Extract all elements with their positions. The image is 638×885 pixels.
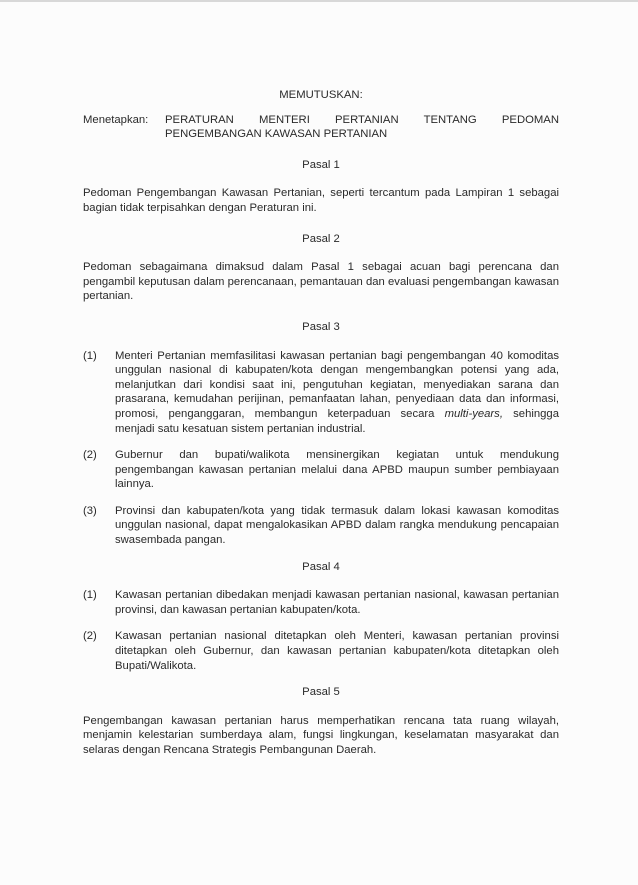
scan-top-edge — [0, 0, 638, 2]
item-text-part: Menteri Pertanian memfasilitasi kawasan pertanian bagi pengembangan 40 komoditas unggulan nasional di kabupaten/kota dengan mengembangkan potensi yang ada, melanjutkan dari kondisi saat ini, pengutuhan kegiatan, menyediakan sarana dan prasarana, kemudahan perijinan, pemanfaatan lahan, penyediaan data dan informasi, promosi, penganggaran, membangun keterpaduan secara — [115, 349, 559, 420]
item-text-italic: multi-years, — [444, 407, 503, 420]
decision-heading: MEMUTUSKAN: — [279, 89, 363, 101]
pasal-3-item-3 — [83, 504, 559, 548]
item-number: (2) — [83, 630, 97, 643]
pasal-5-title: Pasal 5 — [302, 686, 340, 699]
pasal-4-item-1 — [83, 588, 559, 617]
menetapkan-label: Menetapkan: — [83, 113, 149, 126]
menetapkan-row — [83, 113, 559, 142]
document-body — [83, 88, 559, 774]
pasal-1-title: Pasal 1 — [302, 158, 340, 171]
pasal-2-text: Pedoman sebagaimana dimaksud dalam Pasal 1 sebagai acuan bagi perencana dan pengambil keputusan dalam perencanaan, pemantauan dan evaluasi pengembangan kawasan pertanian. — [83, 261, 559, 303]
pasal-1-text: Pedoman Pengembangan Kawasan Pertanian, seperti tercantum pada Lampiran 1 sebagai bagian tidak terpisahkan dengan Peraturan ini. — [83, 187, 559, 214]
menetapkan-value: PERATURAN MENTERI PERTANIAN TENTANG PEDOMAN PENGEMBANGAN KAWASAN PERTANIAN — [165, 113, 559, 141]
pasal-4-title: Pasal 4 — [302, 560, 340, 573]
pasal-3-item-2 — [83, 448, 559, 492]
item-text: Kawasan pertanian nasional ditetapkan oleh Menteri, kawasan pertanian provinsi ditetapkan oleh Gubernur, dan kawasan pertanian kabupaten/kota ditetapkan oleh Bupati/Walikota. — [115, 630, 559, 672]
pasal-3-item-1 — [83, 349, 559, 437]
pasal-2-title: Pasal 2 — [302, 232, 340, 245]
item-text: Gubernur dan bupati/walikota mensinergikan kegiatan untuk mendukung pengembangan kawasan pertanian melalui dana APBD maupun sumber pembiayaan lainnya. — [115, 449, 559, 491]
pasal-4-item-2 — [83, 629, 559, 673]
item-text: Provinsi dan kabupaten/kota yang tidak termasuk dalam lokasi kawasan komoditas unggulan nasional, dapat mengalokasikan APBD dalam rangka mendukung pencapaian swasembada pangan. — [115, 504, 559, 547]
pasal-3-title: Pasal 3 — [302, 320, 340, 333]
item-text: Kawasan pertanian dibedakan menjadi kawasan pertanian nasional, kawasan pertanian provinsi, dan kawasan pertanian kabupaten/kota. — [115, 589, 559, 616]
item-number: (1) — [83, 589, 97, 602]
pasal-5-text: Pengembangan kawasan pertanian harus memperhatikan rencana tata ruang wilayah, menjamin kelestarian sumberdaya alam, fungsi lingkungan, keselamatan masyarakat dan selaras dengan Rencana Strategis Pembangunan Daerah. — [83, 714, 559, 756]
item-number: (2) — [83, 449, 97, 462]
item-text-part: sehingga menjadi satu kesatuan sistem pertanian industrial. — [115, 407, 559, 435]
item-number: (3) — [83, 504, 97, 517]
item-number: (1) — [83, 349, 97, 362]
item-text — [115, 349, 559, 437]
